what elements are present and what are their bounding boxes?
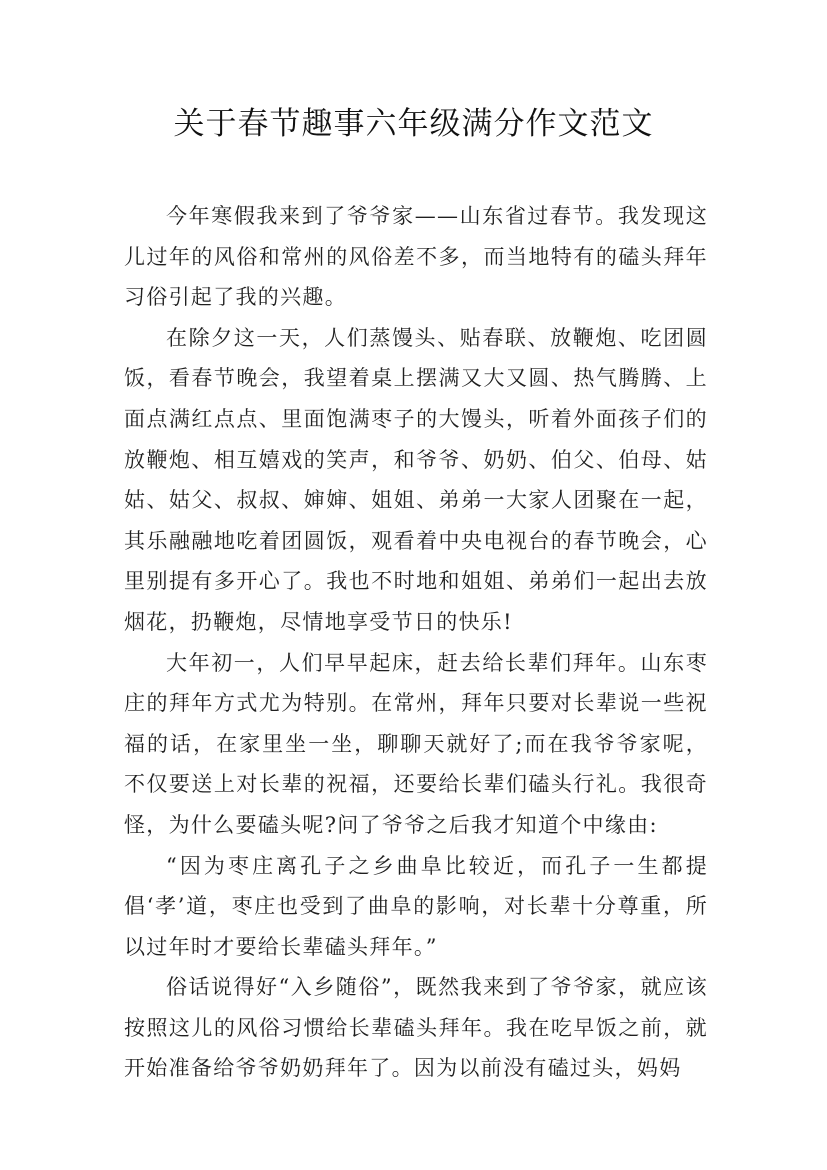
document-title: 关于春节趣事六年级满分作文范文 (173, 106, 654, 142)
paragraph: 在除夕这一天，人们蒸馒头、贴春联、放鞭炮、吃团圆饭，看春节晚会，我望着桌上摆满又大又圆、热气腾腾、上面点满红点点、里面饱满枣子的大馒头，听着外面孩子们的放鞭炮、相互嬉戏的笑声，和爷爷、奶奶、伯父、伯母、姑姑、姑父、叔叔、婶婶、姐姐、弟弟一大家人团聚在一起，其乐融融地吃着团圆饭，观看着中央电视台的春节晚会，心里别提有多开心了。我也不时地和姐姐、弟弟们一起出去放烟花，扔鞭炮，尽情地享受节日的快乐! (124, 325, 708, 634)
paragraph: 大年初一，人们早早起床，赶去给长辈们拜年。山东枣庄的拜年方式尤为特别。在常州，拜年只要对长辈说一些祝福的话，在家里坐一坐，聊聊天就好了;而在我爷爷家呢，不仅要送上对长辈的祝福，还要给长辈们磕头行礼。我很奇怪，为什么要磕头呢?问了爷爷之后我才知道个中缘由: (124, 650, 708, 837)
paragraph: 俗话说得好“入乡随俗”，既然我来到了爷爷家，就应该按照这儿的风俗习惯给长辈磕头拜年。我在吃早饭之前，就开始准备给爷爷奶奶拜年了。因为以前没有磕过头，妈妈 (124, 975, 708, 1081)
document-body (124, 196, 708, 1089)
paragraph: 今年寒假我来到了爷爷家——山东省过春节。我发现这儿过年的风俗和常州的风俗差不多，而当地特有的磕头拜年习俗引起了我的兴趣。 (124, 204, 708, 310)
paragraph: “因为枣庄离孔子之乡曲阜比较近，而孔子一生都提倡‘孝’道，枣庄也受到了曲阜的影响，对长辈十分尊重，所以过年时才要给长辈磕头拜年。” (124, 853, 708, 959)
